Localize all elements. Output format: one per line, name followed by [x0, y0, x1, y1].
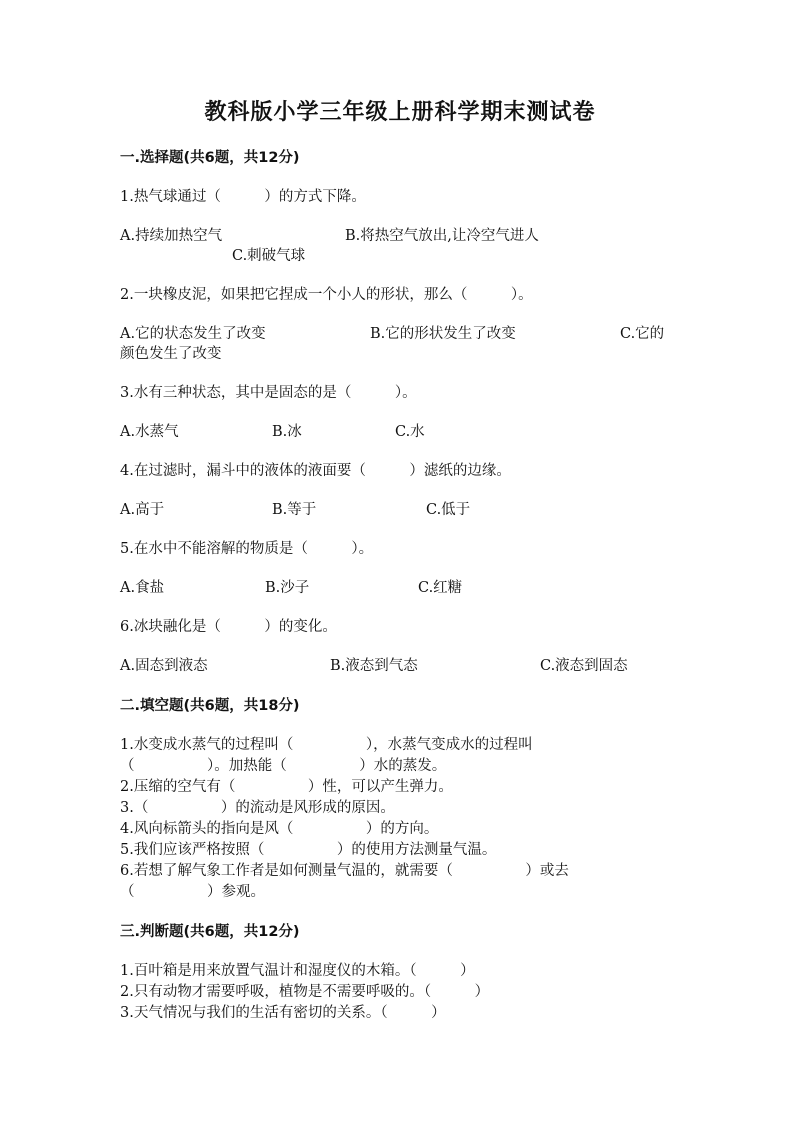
question-2: 2.一块橡皮泥，如果把它捏成一个小人的形状，那么（ ）。: [120, 287, 533, 303]
question-3: 3.水有三种状态，其中是固态的是（ ）。: [120, 385, 417, 401]
options-2: [120, 324, 680, 344]
option-6c: C.液态到固态: [540, 658, 628, 674]
options-6: [120, 656, 680, 676]
options-1: [120, 226, 680, 246]
option-5a: A.食盐: [120, 580, 165, 596]
option-6b: B.液态到气态: [330, 658, 418, 674]
options-5: [120, 578, 680, 598]
judge-line: 2.只有动物才需要呼吸，植物是不需要呼吸的。（ ）: [120, 984, 490, 1000]
page-title: 教科版小学三年级上册科学期末测试卷: [204, 99, 596, 125]
judge-line: 1.百叶箱是用来放置气温计和湿度仪的木箱。（ ）: [120, 963, 475, 979]
option-2c-cont: 颜色发生了改变: [120, 346, 222, 362]
option-2b: B.它的形状发生了改变: [370, 326, 516, 342]
fill-line: （ ）。加热能（ ）水的蒸发。: [120, 758, 447, 774]
options-3: [120, 422, 680, 442]
fill-block: [120, 735, 680, 902]
option-2a: A.它的状态发生了改变: [120, 326, 266, 342]
section-heading-judge: 三.判断题(共6题，共12分): [120, 924, 300, 940]
option-1b: B.将热空气放出,让冷空气进人: [345, 228, 539, 244]
option-5b: B.沙子: [265, 580, 310, 596]
fill-line: 3.（ ）的流动是风形成的原因。: [120, 800, 395, 816]
fill-line: 2.压缩的空气有（ ）性，可以产生弹力。: [120, 779, 453, 795]
judge-line: 3.天气情况与我们的生活有密切的关系。（ ）: [120, 1005, 446, 1021]
option-4b: B.等于: [272, 502, 317, 518]
fill-line: （ ）参观。: [120, 884, 265, 900]
fill-line: 1.水变成水蒸气的过程叫（ ），水蒸气变成水的过程叫: [120, 737, 533, 753]
option-1a: A.持续加热空气: [120, 228, 223, 244]
section-heading-fill: 二.填空题(共6题，共18分): [120, 698, 300, 714]
question-6: 6.冰块融化是（ ）的变化。: [120, 619, 337, 635]
option-3b: B.冰: [272, 424, 302, 440]
question-1: 1.热气球通过（ ）的方式下降。: [120, 189, 366, 205]
option-4c: C.低于: [426, 502, 471, 518]
option-3a: A.水蒸气: [120, 424, 179, 440]
option-2c: C.它的: [620, 326, 665, 342]
option-6a: A.固态到液态: [120, 658, 208, 674]
fill-line: 4.风向标箭头的指向是风（ ）的方向。: [120, 821, 439, 837]
options-4: [120, 500, 680, 520]
option-1c: C.刺破气球: [232, 248, 306, 264]
fill-line: 5.我们应该严格按照（ ）的使用方法测量气温。: [120, 842, 497, 858]
fill-line: 6.若想了解气象工作者是如何测量气温的，就需要（ ）或去: [120, 863, 569, 879]
section-heading-choice: 一.选择题(共6题，共12分): [120, 150, 300, 166]
question-4: 4.在过滤时，漏斗中的液体的液面要（ ）滤纸的边缘。: [120, 463, 511, 479]
judge-block: [120, 961, 680, 1023]
options-1-line2: [120, 246, 680, 266]
option-5c: C.红糖: [418, 580, 463, 596]
option-3c: C.水: [395, 424, 425, 440]
question-5: 5.在水中不能溶解的物质是（ ）。: [120, 541, 374, 557]
option-4a: A.高于: [120, 502, 165, 518]
options-2-line2: [120, 344, 680, 364]
